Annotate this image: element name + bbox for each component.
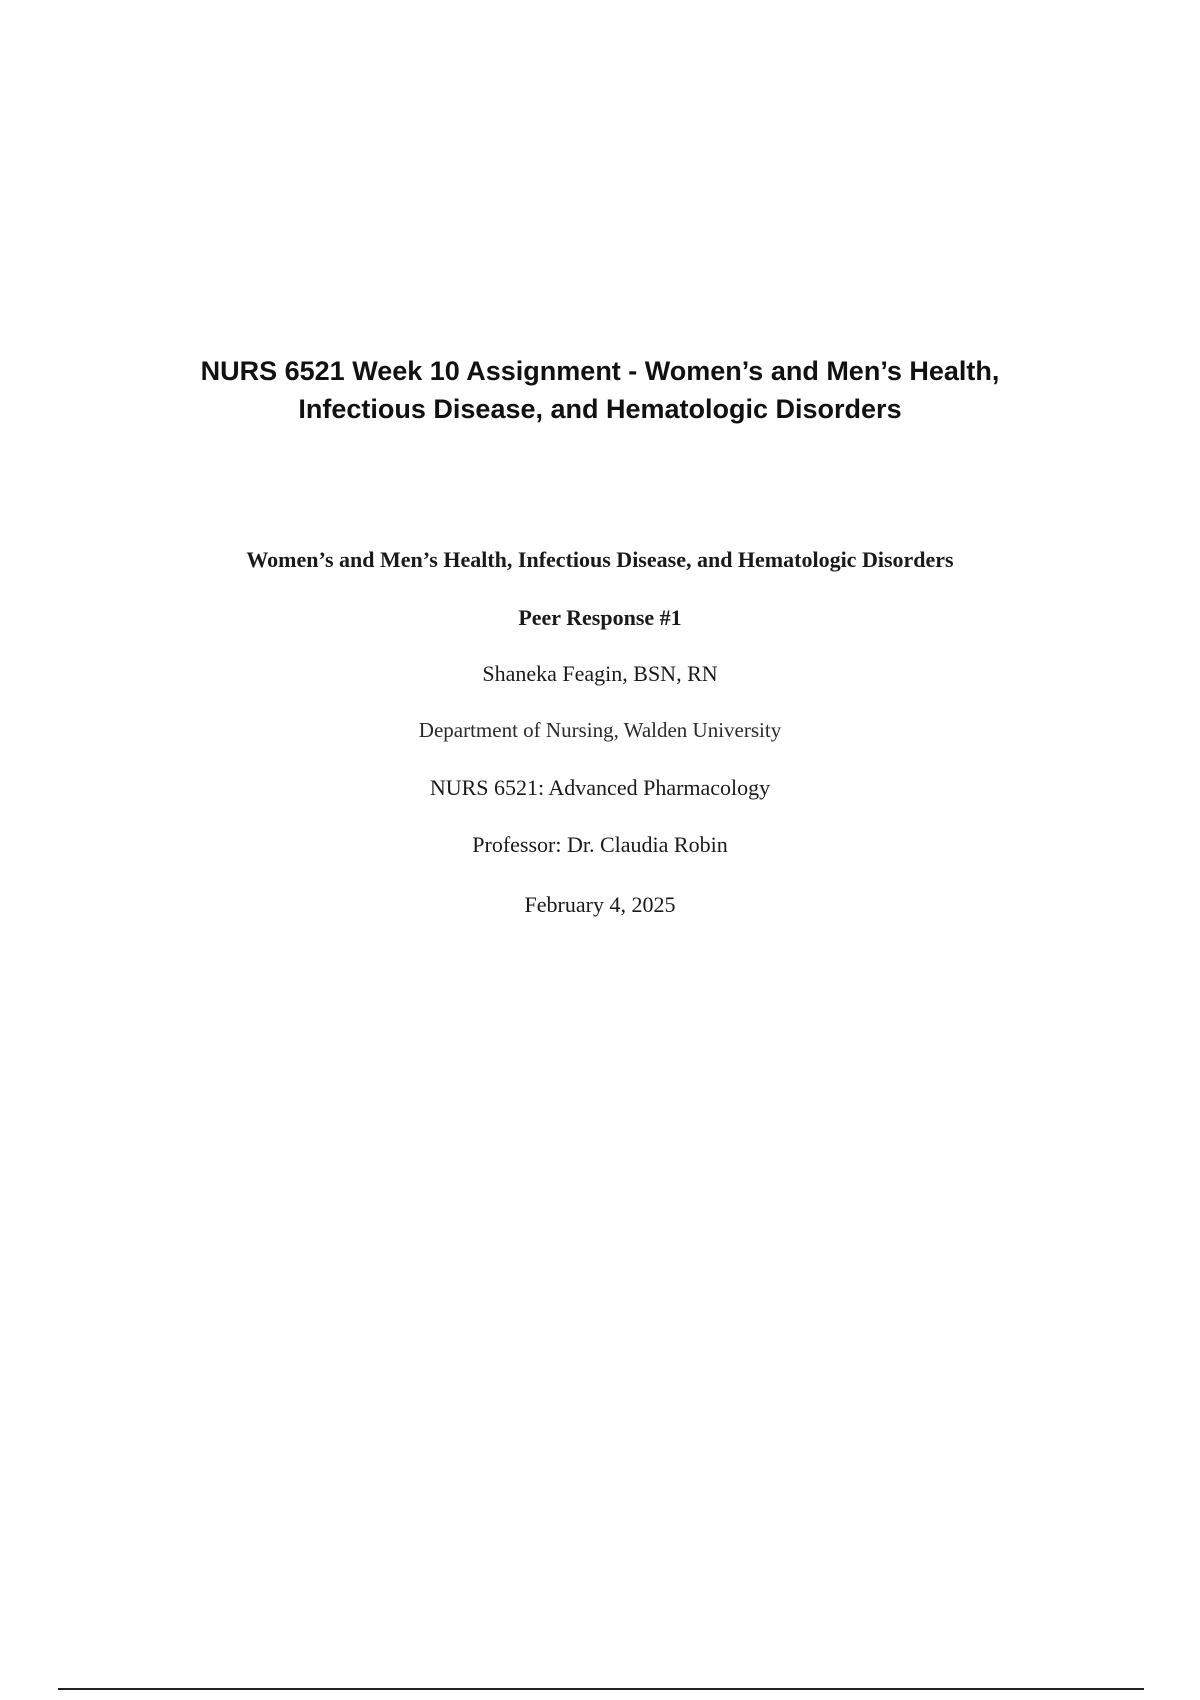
author-name: Shaneka Feagin, BSN, RN [482, 661, 718, 686]
course-name: NURS 6521: Advanced Pharmacology [429, 775, 771, 800]
footer-divider [58, 1688, 1144, 1690]
cover-title: Women’s and Men’s Health, Infectious Disease, and Hematologic Disorders [246, 547, 954, 572]
department: Department of Nursing, Walden University [418, 718, 782, 742]
document-title-line-1: NURS 6521 Week 10 Assignment - Women’s and Men’s Health, [200, 356, 1000, 386]
document-date: February 4, 2025 [524, 892, 676, 917]
document-title [0, 352, 1200, 428]
cover-subtitle: Peer Response #1 [518, 605, 682, 630]
document-title-line-2: Infectious Disease, and Hematologic Disorders [298, 394, 902, 424]
professor-name: Professor: Dr. Claudia Robin [472, 832, 728, 857]
